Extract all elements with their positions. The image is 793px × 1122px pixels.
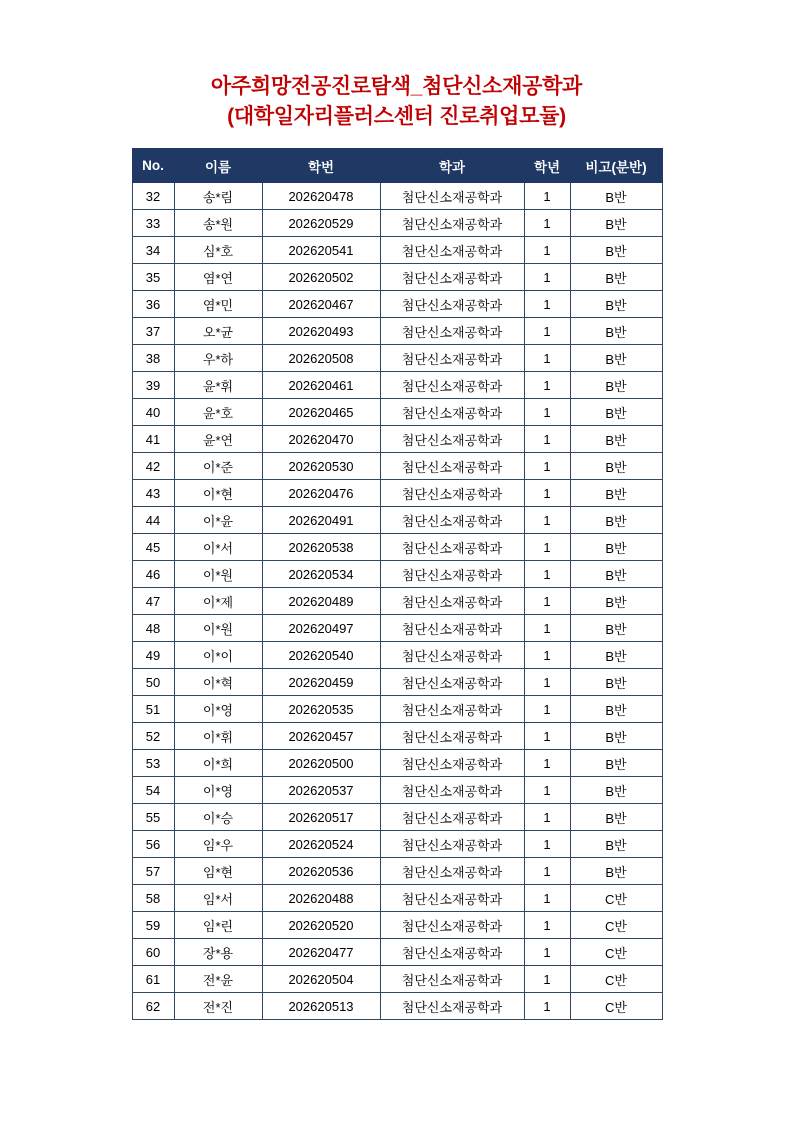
cell-name: 송*림 bbox=[174, 183, 262, 210]
table-row bbox=[132, 669, 662, 696]
cell-department: 첨단신소재공학과 bbox=[380, 480, 524, 507]
table-row bbox=[132, 642, 662, 669]
cell-department: 첨단신소재공학과 bbox=[380, 453, 524, 480]
table-row bbox=[132, 183, 662, 210]
cell-grade: 1 bbox=[524, 966, 570, 993]
cell-grade: 1 bbox=[524, 642, 570, 669]
cell-note: B반 bbox=[570, 264, 662, 291]
table-row bbox=[132, 912, 662, 939]
cell-department: 첨단신소재공학과 bbox=[380, 183, 524, 210]
cell-grade: 1 bbox=[524, 912, 570, 939]
cell-student-id: 202620477 bbox=[262, 939, 380, 966]
cell-department: 첨단신소재공학과 bbox=[380, 993, 524, 1020]
roster-table-container bbox=[132, 148, 662, 1020]
cell-department: 첨단신소재공학과 bbox=[380, 372, 524, 399]
cell-department: 첨단신소재공학과 bbox=[380, 615, 524, 642]
cell-note: C반 bbox=[570, 966, 662, 993]
cell-department: 첨단신소재공학과 bbox=[380, 831, 524, 858]
cell-name: 이*휘 bbox=[174, 723, 262, 750]
cell-no: 45 bbox=[132, 534, 174, 561]
table-row bbox=[132, 777, 662, 804]
cell-note: B반 bbox=[570, 345, 662, 372]
cell-note: B반 bbox=[570, 183, 662, 210]
table-row bbox=[132, 237, 662, 264]
cell-student-id: 202620530 bbox=[262, 453, 380, 480]
cell-no: 58 bbox=[132, 885, 174, 912]
page-title-line-2: (대학일자리플러스센터 진로취업모듈) bbox=[227, 105, 566, 128]
cell-grade: 1 bbox=[524, 237, 570, 264]
cell-student-id: 202620461 bbox=[262, 372, 380, 399]
cell-department: 첨단신소재공학과 bbox=[380, 588, 524, 615]
cell-no: 44 bbox=[132, 507, 174, 534]
cell-department: 첨단신소재공학과 bbox=[380, 939, 524, 966]
table-header-row bbox=[132, 149, 662, 183]
cell-no: 52 bbox=[132, 723, 174, 750]
cell-department: 첨단신소재공학과 bbox=[380, 696, 524, 723]
cell-name: 우*하 bbox=[174, 345, 262, 372]
table-row bbox=[132, 966, 662, 993]
table-row bbox=[132, 750, 662, 777]
column-header-note: 비고(분반) bbox=[570, 149, 662, 183]
cell-department: 첨단신소재공학과 bbox=[380, 264, 524, 291]
cell-student-id: 202620465 bbox=[262, 399, 380, 426]
cell-note: B반 bbox=[570, 507, 662, 534]
cell-student-id: 202620502 bbox=[262, 264, 380, 291]
cell-name: 이*준 bbox=[174, 453, 262, 480]
cell-note: B반 bbox=[570, 615, 662, 642]
cell-no: 36 bbox=[132, 291, 174, 318]
cell-note: B반 bbox=[570, 696, 662, 723]
cell-department: 첨단신소재공학과 bbox=[380, 777, 524, 804]
table-row bbox=[132, 291, 662, 318]
cell-student-id: 202620459 bbox=[262, 669, 380, 696]
cell-no: 49 bbox=[132, 642, 174, 669]
cell-department: 첨단신소재공학과 bbox=[380, 237, 524, 264]
cell-name: 윤*호 bbox=[174, 399, 262, 426]
cell-department: 첨단신소재공학과 bbox=[380, 345, 524, 372]
cell-name: 임*우 bbox=[174, 831, 262, 858]
cell-name: 송*원 bbox=[174, 210, 262, 237]
cell-student-id: 202620504 bbox=[262, 966, 380, 993]
cell-name: 윤*휘 bbox=[174, 372, 262, 399]
cell-note: B반 bbox=[570, 210, 662, 237]
cell-grade: 1 bbox=[524, 858, 570, 885]
cell-student-id: 202620513 bbox=[262, 993, 380, 1020]
cell-no: 56 bbox=[132, 831, 174, 858]
cell-student-id: 202620529 bbox=[262, 210, 380, 237]
cell-name: 이*혁 bbox=[174, 669, 262, 696]
cell-department: 첨단신소재공학과 bbox=[380, 750, 524, 777]
cell-name: 임*서 bbox=[174, 885, 262, 912]
cell-department: 첨단신소재공학과 bbox=[380, 966, 524, 993]
cell-no: 39 bbox=[132, 372, 174, 399]
cell-name: 이*영 bbox=[174, 696, 262, 723]
cell-student-id: 202620534 bbox=[262, 561, 380, 588]
cell-grade: 1 bbox=[524, 831, 570, 858]
table-row bbox=[132, 264, 662, 291]
cell-name: 이*이 bbox=[174, 642, 262, 669]
column-header-no: No. bbox=[132, 149, 174, 183]
cell-note: B반 bbox=[570, 723, 662, 750]
cell-grade: 1 bbox=[524, 615, 570, 642]
cell-grade: 1 bbox=[524, 669, 570, 696]
cell-name: 이*영 bbox=[174, 777, 262, 804]
cell-department: 첨단신소재공학과 bbox=[380, 885, 524, 912]
cell-department: 첨단신소재공학과 bbox=[380, 507, 524, 534]
table-row bbox=[132, 210, 662, 237]
table-row bbox=[132, 993, 662, 1020]
cell-note: C반 bbox=[570, 993, 662, 1020]
cell-note: B반 bbox=[570, 237, 662, 264]
cell-department: 첨단신소재공학과 bbox=[380, 399, 524, 426]
cell-no: 51 bbox=[132, 696, 174, 723]
cell-note: B반 bbox=[570, 777, 662, 804]
table-row bbox=[132, 831, 662, 858]
cell-name: 오*균 bbox=[174, 318, 262, 345]
table-row bbox=[132, 426, 662, 453]
cell-department: 첨단신소재공학과 bbox=[380, 291, 524, 318]
cell-note: B반 bbox=[570, 372, 662, 399]
page-title bbox=[0, 0, 793, 132]
cell-department: 첨단신소재공학과 bbox=[380, 318, 524, 345]
cell-name: 이*현 bbox=[174, 480, 262, 507]
cell-student-id: 202620488 bbox=[262, 885, 380, 912]
cell-no: 41 bbox=[132, 426, 174, 453]
cell-department: 첨단신소재공학과 bbox=[380, 210, 524, 237]
cell-student-id: 202620478 bbox=[262, 183, 380, 210]
cell-note: B반 bbox=[570, 291, 662, 318]
cell-student-id: 202620517 bbox=[262, 804, 380, 831]
cell-no: 46 bbox=[132, 561, 174, 588]
cell-note: C반 bbox=[570, 939, 662, 966]
table-row bbox=[132, 615, 662, 642]
cell-no: 59 bbox=[132, 912, 174, 939]
cell-no: 32 bbox=[132, 183, 174, 210]
table-row bbox=[132, 804, 662, 831]
cell-grade: 1 bbox=[524, 750, 570, 777]
cell-no: 47 bbox=[132, 588, 174, 615]
table-row bbox=[132, 372, 662, 399]
table-row bbox=[132, 453, 662, 480]
cell-grade: 1 bbox=[524, 210, 570, 237]
cell-no: 40 bbox=[132, 399, 174, 426]
cell-note: B반 bbox=[570, 318, 662, 345]
column-header-department: 학과 bbox=[380, 149, 524, 183]
table-body bbox=[132, 183, 662, 1020]
cell-student-id: 202620538 bbox=[262, 534, 380, 561]
cell-grade: 1 bbox=[524, 723, 570, 750]
cell-grade: 1 bbox=[524, 372, 570, 399]
cell-grade: 1 bbox=[524, 453, 570, 480]
cell-name: 이*원 bbox=[174, 615, 262, 642]
table-row bbox=[132, 345, 662, 372]
cell-department: 첨단신소재공학과 bbox=[380, 426, 524, 453]
cell-student-id: 202620476 bbox=[262, 480, 380, 507]
cell-name: 전*진 bbox=[174, 993, 262, 1020]
table-row bbox=[132, 561, 662, 588]
cell-grade: 1 bbox=[524, 534, 570, 561]
column-header-student-id: 학번 bbox=[262, 149, 380, 183]
page-title-line-1: 아주희망전공진로탐색_첨단신소재공학과 bbox=[210, 75, 583, 98]
cell-grade: 1 bbox=[524, 507, 570, 534]
cell-student-id: 202620541 bbox=[262, 237, 380, 264]
cell-no: 53 bbox=[132, 750, 174, 777]
cell-note: B반 bbox=[570, 480, 662, 507]
cell-student-id: 202620470 bbox=[262, 426, 380, 453]
cell-name: 이*희 bbox=[174, 750, 262, 777]
cell-no: 48 bbox=[132, 615, 174, 642]
cell-name: 이*승 bbox=[174, 804, 262, 831]
cell-department: 첨단신소재공학과 bbox=[380, 804, 524, 831]
cell-note: C반 bbox=[570, 912, 662, 939]
cell-name: 이*서 bbox=[174, 534, 262, 561]
cell-no: 33 bbox=[132, 210, 174, 237]
cell-department: 첨단신소재공학과 bbox=[380, 669, 524, 696]
cell-student-id: 202620467 bbox=[262, 291, 380, 318]
cell-grade: 1 bbox=[524, 939, 570, 966]
cell-name: 염*민 bbox=[174, 291, 262, 318]
cell-no: 61 bbox=[132, 966, 174, 993]
cell-student-id: 202620491 bbox=[262, 507, 380, 534]
cell-no: 62 bbox=[132, 993, 174, 1020]
column-header-name: 이름 bbox=[174, 149, 262, 183]
cell-grade: 1 bbox=[524, 588, 570, 615]
cell-grade: 1 bbox=[524, 885, 570, 912]
cell-name: 장*용 bbox=[174, 939, 262, 966]
cell-grade: 1 bbox=[524, 426, 570, 453]
table-row bbox=[132, 588, 662, 615]
cell-grade: 1 bbox=[524, 318, 570, 345]
table-row bbox=[132, 534, 662, 561]
cell-student-id: 202620535 bbox=[262, 696, 380, 723]
cell-name: 이*윤 bbox=[174, 507, 262, 534]
cell-student-id: 202620524 bbox=[262, 831, 380, 858]
cell-note: B반 bbox=[570, 642, 662, 669]
cell-no: 54 bbox=[132, 777, 174, 804]
table-row bbox=[132, 723, 662, 750]
table-row bbox=[132, 507, 662, 534]
cell-no: 43 bbox=[132, 480, 174, 507]
cell-student-id: 202620520 bbox=[262, 912, 380, 939]
table-row bbox=[132, 399, 662, 426]
cell-note: B반 bbox=[570, 750, 662, 777]
cell-student-id: 202620497 bbox=[262, 615, 380, 642]
cell-no: 34 bbox=[132, 237, 174, 264]
cell-student-id: 202620540 bbox=[262, 642, 380, 669]
cell-no: 55 bbox=[132, 804, 174, 831]
table-row bbox=[132, 696, 662, 723]
cell-grade: 1 bbox=[524, 345, 570, 372]
cell-note: B반 bbox=[570, 669, 662, 696]
cell-name: 이*원 bbox=[174, 561, 262, 588]
cell-note: B반 bbox=[570, 561, 662, 588]
cell-name: 심*호 bbox=[174, 237, 262, 264]
cell-note: C반 bbox=[570, 885, 662, 912]
cell-no: 50 bbox=[132, 669, 174, 696]
cell-student-id: 202620508 bbox=[262, 345, 380, 372]
cell-grade: 1 bbox=[524, 561, 570, 588]
cell-no: 57 bbox=[132, 858, 174, 885]
cell-name: 임*린 bbox=[174, 912, 262, 939]
cell-grade: 1 bbox=[524, 804, 570, 831]
table-row bbox=[132, 858, 662, 885]
cell-student-id: 202620489 bbox=[262, 588, 380, 615]
cell-note: B반 bbox=[570, 831, 662, 858]
cell-no: 35 bbox=[132, 264, 174, 291]
table-row bbox=[132, 480, 662, 507]
cell-no: 60 bbox=[132, 939, 174, 966]
cell-grade: 1 bbox=[524, 480, 570, 507]
cell-grade: 1 bbox=[524, 993, 570, 1020]
cell-department: 첨단신소재공학과 bbox=[380, 858, 524, 885]
cell-no: 42 bbox=[132, 453, 174, 480]
cell-note: B반 bbox=[570, 453, 662, 480]
cell-note: B반 bbox=[570, 534, 662, 561]
cell-department: 첨단신소재공학과 bbox=[380, 723, 524, 750]
cell-student-id: 202620536 bbox=[262, 858, 380, 885]
cell-note: B반 bbox=[570, 426, 662, 453]
cell-name: 전*윤 bbox=[174, 966, 262, 993]
cell-name: 이*제 bbox=[174, 588, 262, 615]
cell-student-id: 202620537 bbox=[262, 777, 380, 804]
cell-no: 37 bbox=[132, 318, 174, 345]
cell-grade: 1 bbox=[524, 696, 570, 723]
roster-table bbox=[132, 148, 663, 1020]
cell-department: 첨단신소재공학과 bbox=[380, 561, 524, 588]
cell-no: 38 bbox=[132, 345, 174, 372]
cell-note: B반 bbox=[570, 804, 662, 831]
cell-note: B반 bbox=[570, 858, 662, 885]
cell-grade: 1 bbox=[524, 399, 570, 426]
cell-grade: 1 bbox=[524, 264, 570, 291]
cell-name: 윤*연 bbox=[174, 426, 262, 453]
cell-student-id: 202620500 bbox=[262, 750, 380, 777]
table-row bbox=[132, 885, 662, 912]
cell-grade: 1 bbox=[524, 777, 570, 804]
cell-student-id: 202620493 bbox=[262, 318, 380, 345]
cell-grade: 1 bbox=[524, 183, 570, 210]
cell-department: 첨단신소재공학과 bbox=[380, 534, 524, 561]
cell-grade: 1 bbox=[524, 291, 570, 318]
cell-name: 염*연 bbox=[174, 264, 262, 291]
cell-department: 첨단신소재공학과 bbox=[380, 642, 524, 669]
column-header-grade: 학년 bbox=[524, 149, 570, 183]
table-header bbox=[132, 149, 662, 183]
cell-note: B반 bbox=[570, 399, 662, 426]
table-row bbox=[132, 939, 662, 966]
cell-name: 임*현 bbox=[174, 858, 262, 885]
cell-student-id: 202620457 bbox=[262, 723, 380, 750]
table-row bbox=[132, 318, 662, 345]
cell-note: B반 bbox=[570, 588, 662, 615]
cell-department: 첨단신소재공학과 bbox=[380, 912, 524, 939]
